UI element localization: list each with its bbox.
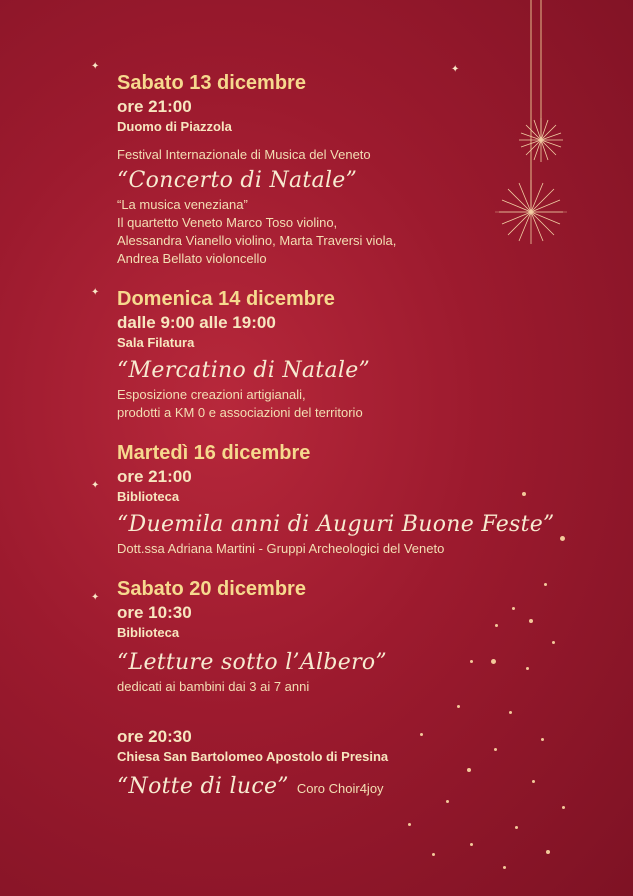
event-title: “Notte di luce” — [117, 774, 289, 799]
sparkle-star-icon: ✦ — [91, 592, 100, 603]
event-description-line: Andrea Bellato violoncello — [117, 251, 267, 266]
sparkle-dot — [470, 843, 473, 846]
event-time: ore 21:00 — [117, 467, 192, 486]
event-venue: Sala Filatura — [117, 335, 195, 350]
event-time: ore 10:30 — [117, 603, 192, 622]
sparkle-star-icon: ✦ — [451, 64, 460, 75]
event-description-line: Esposizione creazioni artigianali, — [117, 387, 306, 402]
sparkle-star-icon: ✦ — [91, 61, 100, 72]
event-title-row — [117, 772, 617, 804]
event-day: Domenica 14 dicembre — [117, 288, 335, 310]
event-title: “Mercatino di Natale” — [117, 358, 371, 383]
event-title: “Duemila anni di Auguri Buone Feste” — [117, 512, 555, 537]
sparkle-dot — [515, 826, 518, 829]
event-venue: Biblioteca — [117, 489, 180, 504]
event-time: dalle 9:00 alle 19:00 — [117, 313, 276, 332]
event-day: Martedì 16 dicembre — [117, 442, 311, 464]
event-description-line: Il quartetto Veneto Marco Toso violino, — [117, 215, 338, 230]
event-inline-description: Coro Choir4joy — [296, 781, 384, 796]
sparkle-dot — [503, 866, 506, 869]
events-list — [117, 70, 617, 804]
event-description-line: dedicati ai bambini dai 3 ai 7 anni — [117, 679, 310, 694]
event-notte-di-luce — [117, 726, 617, 804]
event-venue: Chiesa San Bartolomeo Apostolo di Presina — [117, 749, 389, 764]
sparkle-star-icon: ✦ — [91, 480, 100, 491]
sparkle-dot — [432, 853, 435, 856]
event-concerto — [117, 70, 617, 268]
event-title: “Concerto di Natale” — [117, 168, 358, 193]
event-title: “Letture sotto l’Albero” — [117, 650, 387, 675]
sparkle-dot — [546, 850, 550, 854]
event-venue: Biblioteca — [117, 625, 180, 640]
event-day: Sabato 20 dicembre — [117, 578, 306, 600]
event-time: ore 21:00 — [117, 97, 192, 116]
event-day: Sabato 13 dicembre — [117, 72, 306, 94]
event-venue: Duomo di Piazzola — [117, 119, 232, 134]
event-mercatino — [117, 286, 617, 422]
event-description-line: Dott.ssa Adriana Martini - Gruppi Archeologici del Veneto — [117, 541, 445, 556]
event-organizer: Festival Internazionale di Musica del Veneto — [117, 147, 371, 162]
sparkle-dot — [562, 806, 565, 809]
event-description-line: prodotti a KM 0 e associazioni del territorio — [117, 405, 363, 420]
sparkle-star-icon: ✦ — [91, 287, 100, 298]
event-time: ore 20:30 — [117, 727, 192, 746]
event-description-line: “La musica veneziana” — [117, 197, 248, 212]
sparkle-dot — [408, 823, 411, 826]
event-letture — [117, 576, 617, 696]
event-duemila-anni — [117, 440, 617, 558]
event-description-line: Alessandra Vianello violino, Marta Traversi viola, — [117, 233, 397, 248]
